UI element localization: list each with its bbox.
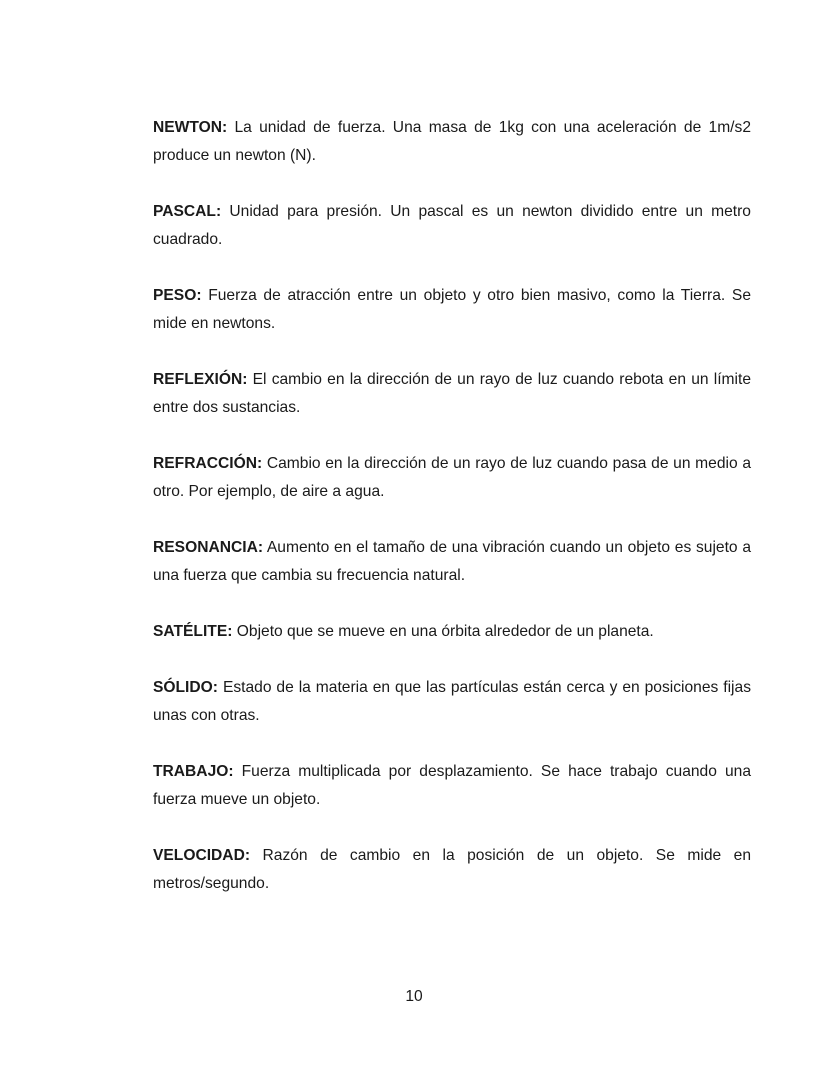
glossary-entry-reflexion (153, 366, 751, 422)
glossary-definition: Fuerza multiplicada por desplazamiento. Se hace trabajo cuando una fuerza mueve un objeto. (153, 763, 751, 808)
glossary-term: NEWTON: (153, 119, 228, 136)
glossary-entry-solido (153, 674, 751, 730)
glossary-term: REFLEXIÓN: (153, 371, 248, 388)
glossary-definition: Razón de cambio en la posición de un objeto. Se mide en metros/segundo. (153, 847, 751, 892)
glossary-term: SÓLIDO: (153, 679, 218, 696)
glossary-entry-resonancia (153, 534, 751, 590)
glossary-entry-pascal (153, 198, 751, 254)
glossary-definition: Objeto que se mueve en una órbita alrededor de un planeta. (236, 623, 654, 640)
glossary-term: PESO: (153, 287, 202, 304)
glossary-definition: Fuerza de atracción entre un objeto y otro bien masivo, como la Tierra. Se mide en newtons. (153, 287, 751, 332)
glossary-entry-satelite (153, 618, 751, 646)
glossary-term: PASCAL: (153, 203, 222, 220)
glossary-term: VELOCIDAD: (153, 847, 251, 864)
glossary-definition: Estado de la materia en que las partículas están cerca y en posiciones fijas unas con otras. (153, 679, 751, 724)
page-number: 10 (405, 988, 423, 1005)
glossary-entry-refraccion (153, 450, 751, 506)
glossary-term: SATÉLITE: (153, 623, 233, 640)
glossary-entry-velocidad (153, 842, 751, 898)
glossary-term: RESONANCIA: (153, 539, 264, 556)
glossary-entry-newton (153, 114, 751, 170)
glossary-definition: Aumento en el tamaño de una vibración cuando un objeto es sujeto a una fuerza que cambia su frecuencia natural. (153, 539, 751, 584)
glossary-term: TRABAJO: (153, 763, 234, 780)
glossary-list (153, 114, 751, 926)
glossary-entry-trabajo (153, 758, 751, 814)
glossary-entry-peso (153, 282, 751, 338)
glossary-definition: El cambio en la dirección de un rayo de luz cuando rebota en un límite entre dos sustancias. (153, 371, 751, 416)
glossary-definition: Cambio en la dirección de un rayo de luz cuando pasa de un medio a otro. Por ejemplo, de aire a agua. (153, 455, 751, 500)
glossary-term: REFRACCIÓN: (153, 455, 263, 472)
glossary-definition: Unidad para presión. Un pascal es un newton dividido entre un metro cuadrado. (153, 203, 751, 248)
glossary-definition: La unidad de fuerza. Una masa de 1kg con una aceleración de 1m/s2 produce un newton (N). (153, 119, 751, 164)
